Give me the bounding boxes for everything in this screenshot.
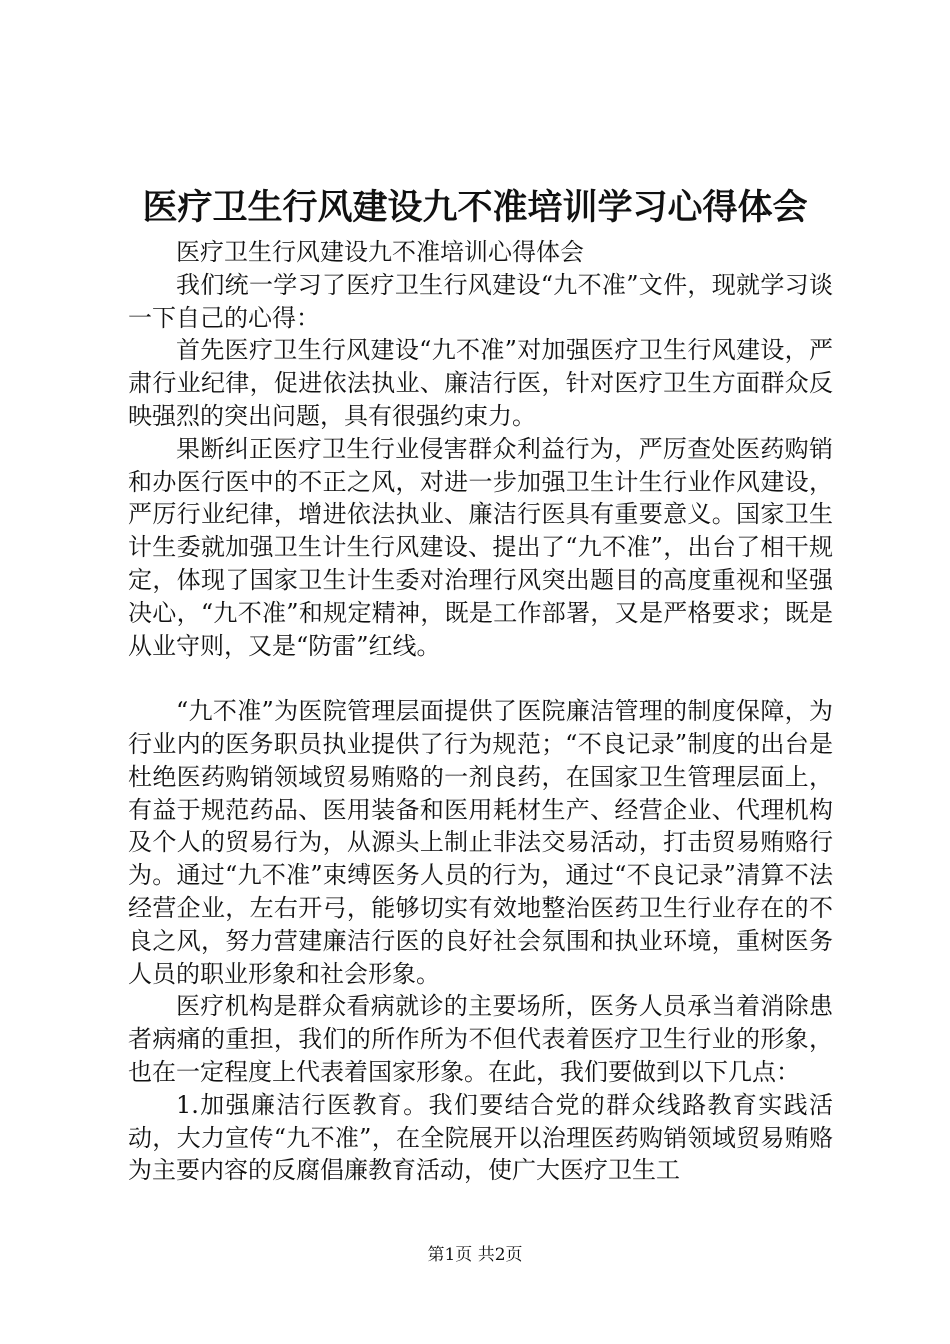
paragraph-medical-institutions: 医疗机构是群众看病就诊的主要场所，医务人员承当着消除患者病痛的重担，我们的所作所为不但代表着医疗卫生行业的形象，也在一定程度上代表着国家形象。在此，我们要做到以下几点： bbox=[128, 992, 833, 1086]
document-body bbox=[128, 236, 833, 1187]
page-footer bbox=[0, 1243, 950, 1267]
page-total: 共2页 bbox=[477, 1245, 523, 1265]
paragraph-point-1: 1.加强廉洁行医教育。我们要结合党的群众线路教育实践活动，大力宣传“九不准”，在全院展开以治理医药购销领域贸易贿赂为主要内容的反腐倡廉教育活动，使广大医疗卫生工 bbox=[128, 1090, 833, 1185]
paragraph-intro: 我们统一学习了医疗卫生行风建设“九不准”文件，现就学习谈一下自己的心得： bbox=[128, 270, 833, 332]
paragraph-subtitle: 医疗卫生行风建设九不准培训心得体会 bbox=[176, 238, 584, 266]
document-title: 医疗卫生行风建设九不准培训学习心得体会 bbox=[142, 187, 808, 228]
paragraph-nine-rules: “九不准”为医院管理层面提供了医院廉洁管理的制度保障，为行业内的医务职员执业提供了行为规范；“不良记录”制度的出台是杜绝医药购销领域贸易贿赂的一剂良药，在国家卫生管理层面上，有益于规范药品、医用装备和医用耗材生产、经营企业、代理机构及个人的贸易行为，从源头上制止非法交易活动，打击贸易贿赂行为。通过“九不准”束缚医务人员的行为，通过“不良记录”清算不法经营企业，左右开弓，能够切实有效地整治医药卫生行业存在的不良之风，努力营建廉洁行医的良好社会氛围和执业环境，重树医务人员的职业形象和社会形象。 bbox=[128, 697, 833, 988]
page-number: 第1页 bbox=[427, 1245, 473, 1265]
paragraph-first: 首先医疗卫生行风建设“九不准”对加强医疗卫生行风建设，严肃行业纪律，促进依法执业、廉洁行医，针对医疗卫生方面群众反映强烈的突出问题，具有很强约束力。 bbox=[128, 336, 833, 430]
paragraph-spacer bbox=[128, 662, 833, 695]
paragraph-correction: 果断纠正医疗卫生行业侵害群众利益行为，严厉查处医药购销和办医行医中的不正之风，对进一步加强卫生计生行业作风建设，严厉行业纪律，增进依法执业、廉洁行医具有重要意义。国家卫生计生委就加强卫生计生行风建设、提出了“九不准”，出台了相干规定，体现了国家卫生计生委对治理行风突出题目的高度重视和坚强决心，“九不准”和规定精神，既是工作部署，又是严格要求；既是从业守则，又是“防雷”红线。 bbox=[128, 434, 833, 660]
